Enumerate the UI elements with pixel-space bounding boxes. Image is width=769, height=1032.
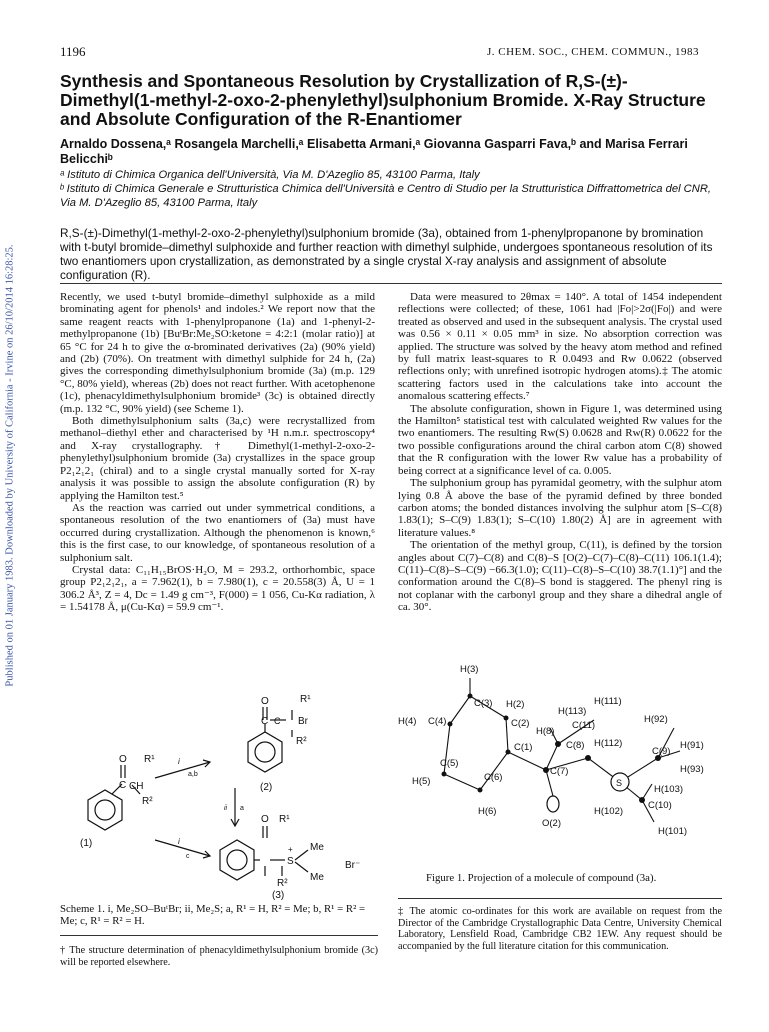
step-label: i [178,757,180,766]
atom-label: C(3) [474,698,493,709]
right-column [398,291,722,614]
paragraph: Data were measured to 2θmax = 140°. A total of 1454 independent reflections were collected; of these, 1061 had |Fo|>2σ(|Fo|) and were treated as observed and used in the subsequent analysis. The crystal used was 0.56 × 0.11 × 0.05 mm³ in size. No absorption correction was applied. The structure was solved by the heavy atom method and refined by full matrix least-squares to R 0.0493 and Rw 0.0622 (observed reflections only; with unrefined isotropic hydrogen atoms).‡ The atomic scattering factors used in the calculations take into account the anomalous scattering effects.⁷ [398,291,722,403]
atom-label: H(113) [558,706,587,717]
atom-label: H(6) [478,806,497,817]
paragraph: The absolute configuration, shown in Figure 1, was determined using the Hamilton⁵ statistical test with calculated weighted Rw values for the two enantiomers. The resulting Rw(S) 0.0628 and Rw(R) 0.0622 for the two possible configurations around the chiral carbon atom C(8) showed that the R configuration with the lower Rw value has a probability of being correct at a significance level of ca. 0.005. [398,402,722,477]
abstract-rule [60,283,722,284]
scheme-1 [60,690,380,900]
atom-label: C [119,780,127,791]
atom-label: H(103) [654,784,684,795]
download-watermark: Published on 01 January 1983. Downloaded by University of California - Irvine on 26/10/2014 16:28:25. [4,244,16,687]
atom-label: H(112) [594,738,623,749]
affiliation-a: ᵃ Istituto di Chimica Organica dell'Università, Via M. D'Azeglio 85, 43100 Parma, Italy [60,169,480,181]
atom-label: R¹ [300,694,311,705]
phenyl-ring-3 [220,840,254,880]
abstract: R,S-(±)-Dimethyl(1-methyl-2-oxo-2-phenylethyl)sulphonium bromide (3a), obtained from 1-phenylpropanone by bromination with t-butyl bromide–dimethyl sulphoxide and further reaction with dimethyl sulphide, undergoes spontaneous resolution of its two enantiomers upon crystallization, as demonstrated by a single crystal X-ray analysis and assignment of absolute configuration (R). [60,226,713,282]
paragraph: As the reaction was carried out under symmetrical conditions, a spontaneous resolution of the two enantiomers of (3a) must have occurred during crystallization. Although the phenomenon is known,⁶ this is the first case, to our knowledge, of spontaneous resolution of a sulphonium salt. [60,501,375,564]
atom-label: C(9) [652,746,671,757]
atom-label: S [616,778,623,788]
step-label: i [178,837,180,846]
atom-label: R¹ [144,754,155,765]
atom-label: S [287,856,294,867]
atom-label: Me [310,842,324,853]
paragraph: The orientation of the methyl group, C(11), is defined by the torsion angles about C(7)–C(8) and C(8)–S [O(2)–C(7)–C(8)–C(11) 106.1(1.4); C(11)–C(8)–S–C(9) −66.3(1.0); C(11)–C(8)–S–C(10) 38.7(1.1)°] and the conformation around the C(8)–S bond is staggered. The phenyl ring is not coplanar with the carbonyl group and they share a dihedral angle of ca. 30°. [398,539,722,614]
atom-label: H(2) [506,699,525,710]
atom-label: O [261,696,269,707]
journal-header: J. CHEM. SOC., CHEM. COMMUN., 1983 [487,46,699,58]
oxygen-atom [547,796,559,812]
atom-label: C [261,716,269,727]
atom-label: H(101) [658,826,688,837]
aromatic-circle [255,742,275,762]
atom-label: H(93) [680,764,704,775]
atom-label: C(2) [511,718,530,729]
figure-caption: Figure 1. Projection of a molecule of compound (3a). [426,872,657,884]
page-number: 1196 [60,44,86,59]
paragraph: Recently, we used t-butyl bromide–dimethyl sulphoxide as a mild brominating agent for phenols¹ and indoles.² We report now that the same reagent reacts with 1-phenylpropanone (1a) and 1-phenyl-2-methylpropanone (1b) [BuᵗBr:Me₂SO:ketone = 4:2:1 (molar ratio)] at 65 °C for 24 h to give the α-brominated derivatives (2a) (90% yield) and (2b) (70%). On treatment with dimethyl sulphide for 24 h, (2a) gives the corresponding dimethylsulphonium bromide (3a) (m.p. 129 °C, 80% yield), whereas (2b) does not react further. With acetophenone (1c), phenacyldimethylsulphonium bromide³ (3c) is obtained directly (m.p. 132 °C, 90% yield) (see Scheme 1). [60,291,375,415]
footnote-dagger: † The structure determination of phenacyldimethylsulphonium bromide (3c) will be reported elsewhere. [60,945,378,968]
atom-label: H(8) [536,726,555,737]
footnote-ddagger: ‡ The atomic co-ordinates for this work are available on request from the Director of the Cambridge Crystallographic Data Centre, University Chemical Laboratory, Lensfield Road, Cambridge CB2 1EW. Any request should be accompanied by the full literature citation for this communication. [398,906,722,952]
atom-label: O [261,814,269,825]
arrow-i-ab [155,762,210,778]
atom-label: Me [310,872,324,883]
step-label: a [240,805,244,812]
atom-label: C(10) [648,800,672,811]
atom-label: O(2) [542,818,561,829]
compound-label: (3) [272,890,285,900]
atom-label: H(92) [644,714,668,725]
atom-label: C(11) [572,720,596,731]
footnote-rule-left [60,935,378,936]
atom-label: C [274,716,281,726]
footnote-rule-right [398,898,722,899]
atom-label: H(3) [460,664,479,675]
author-list: Arnaldo Dossena,ᵃ Rosangela Marchelli,ᵃ Elisabetta Armani,ᵃ Giovanna Gasparri Fava,ᵇ and Marisa Ferrari Belicchiᵇ [60,137,688,166]
step-label: ii [224,805,228,812]
paragraph: Crystal data: C₁₁H₁₅BrOS·H₂O, M = 293.2, orthorhombic, space group P2₁2₁2₁, a = 7.962(1), b = 7.980(1), c = 20.558(3) Å, U = 1 306.2 Å³, Z = 4, Dc = 1.49 g cm⁻³, F(000) = 1 056, Cu-Kα radiation, λ = 1.54178 Å, μ(Cu-Kα) = 59.9 cm⁻¹. [60,563,375,614]
atom-label: R² [142,796,153,807]
atom-label: H(91) [680,740,704,751]
atom-label: Br [298,716,308,727]
atom-label: CH [129,781,144,792]
atom-label: R¹ [279,814,290,825]
arrow-i-c [155,840,210,856]
compound-label: (1) [80,838,93,849]
atom-label: R² [296,736,307,747]
atom-label: C(1) [514,742,533,753]
phenyl-ring-2 [248,732,282,772]
atom-label: H(111) [594,696,622,707]
paper-title: Synthesis and Spontaneous Resolution by Crystallization of R,S-(±)-Dimethyl(1-methyl-2-oxo-2-phenylethyl)sulphonium Bromide. X-Ray Structure and Absolute Configuration of the R-Enantiomer [60,71,706,129]
atom-label: C(5) [440,758,459,769]
atom-label: R² [277,878,288,889]
atom-label: H(5) [412,776,431,787]
atom-label: O [119,754,127,765]
compound-label: (2) [260,782,273,793]
step-label: a,b [188,771,198,778]
counterion-label: Br⁻ [345,860,361,871]
figure-1-molecule [398,656,722,856]
affiliation-b: ᵇ Istituto di Chimica Generale e Strutturistica Chimica dell'Università e Centro di Studio per la Strutturistica Diffrattometrica del CNR, Via M. D'Azeglio 85, 43100 Parma, Italy [60,183,712,209]
charge-label: + [288,845,293,854]
scheme-caption: Scheme 1. i, Me₂SO–BuᵗBr; ii, Me₂S; a, R¹ = H, R² = Me; b, R¹ = R² = Me; c, R¹ = R² = H. [60,903,366,928]
phenyl-ring-1 [88,790,122,830]
atom-label: H(4) [398,716,417,727]
atom-label: C(8) [566,740,585,751]
atom-label: C(6) [484,772,503,783]
step-label: c [186,853,190,860]
atom-label: H(102) [594,806,624,817]
paragraph: Both dimethylsulphonium salts (3a,c) were recrystallized from methanol–diethyl ether and characterised by ¹H n.m.r. spectroscopy⁴ and X-ray crystallography.† Dimethyl(1-methyl-2-oxo-2-phenylethyl)sulphonium bromide (3a) crystallizes in the space group P2₁2₁2₁ (chiral) and to a single crystal manually sorted for X-ray analysis it was possible to assign the absolute configuration (R) by applying the Hamilton test.⁵ [60,415,375,502]
paragraph: The sulphonium group has pyramidal geometry, with the sulphur atom lying 0.8 Å above the base of the pyramid defined by three bonded carbon atoms; the bonded distances involving the sulphur atom [S–C(8) 1.83(1); S–C(9) 1.83(1); S–C(10) 1.80(2) Å] are in agreement with literature values.⁸ [398,477,722,539]
atom-label: C(4) [428,716,447,727]
left-column [60,291,375,614]
atom-label: C(7) [550,766,569,777]
